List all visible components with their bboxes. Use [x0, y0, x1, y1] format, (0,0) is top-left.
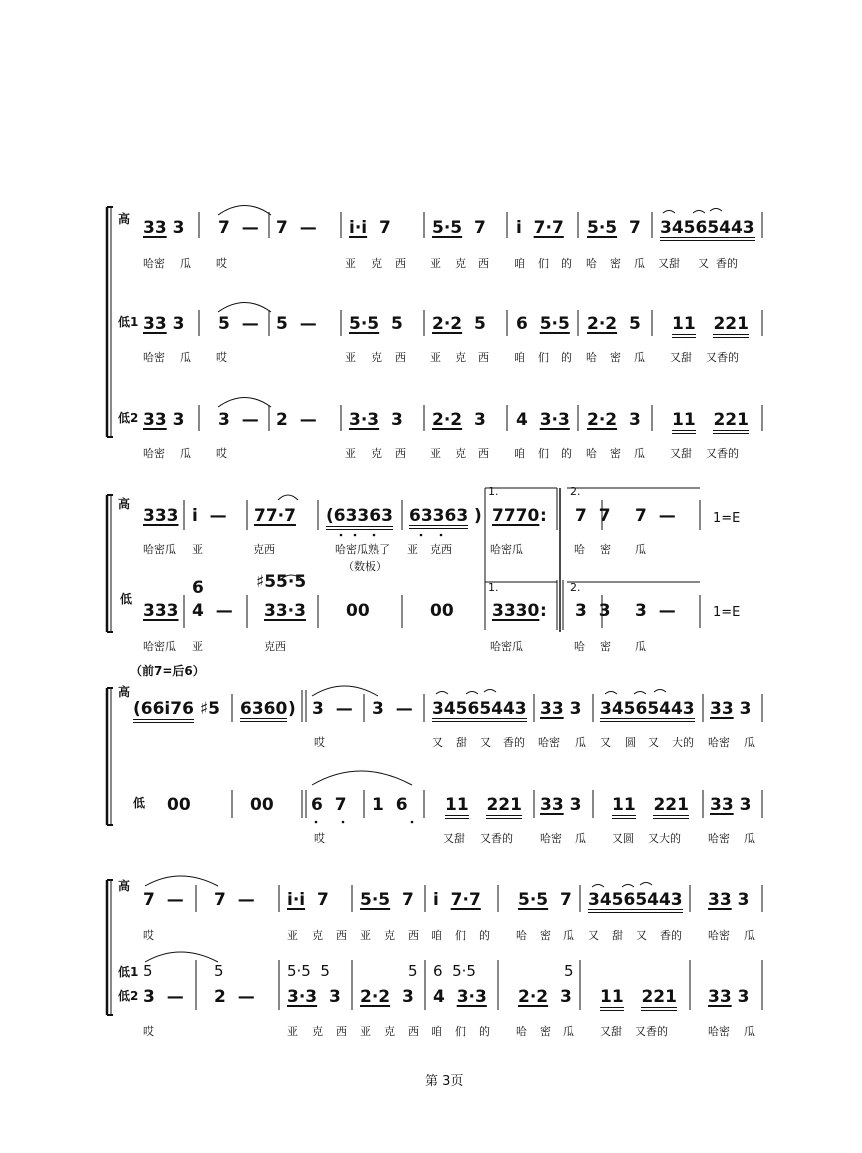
note: i·i 7 — [349, 218, 391, 238]
lyric: 又甜 — [658, 257, 680, 270]
lyric: 哎 — [216, 351, 227, 364]
note: 33 3 — [710, 699, 752, 719]
lyric: 圆 — [625, 736, 636, 749]
note: ♯55·5 — [256, 572, 307, 592]
note: 7 — — [214, 890, 255, 910]
lyric: 咱 — [431, 1025, 442, 1038]
lyric: 瓜 — [744, 736, 755, 749]
note: (66i76 ♯5 — [133, 701, 220, 718]
lyric: 亚 — [345, 447, 356, 460]
lyric: 又 — [480, 736, 491, 749]
lyric: 西 — [478, 447, 489, 460]
lyric: 哈密 — [143, 447, 165, 460]
note: 333 — [143, 506, 179, 526]
note: 3·3 3 — [349, 410, 403, 430]
note: 6 5·5 — [433, 962, 476, 980]
lyric: 的 — [479, 1025, 490, 1038]
note: 33 3 — [710, 795, 752, 815]
lyric: 亚 — [430, 257, 441, 270]
lyric: 密 — [600, 543, 611, 556]
note: i 7·7 — [516, 218, 564, 238]
lyric: 香的 — [716, 257, 738, 270]
lyric: 哈密 — [143, 351, 165, 364]
lyric: 瓜 — [563, 1025, 574, 1038]
lyric: 密 — [540, 1025, 551, 1038]
lyric: 哈密瓜 — [490, 543, 523, 556]
lyric: 瓜 — [180, 257, 191, 270]
lyric: 瓜 — [180, 447, 191, 460]
lyric: 哈 — [574, 543, 585, 556]
part-label-high: 高 — [118, 212, 131, 226]
lyric: 哈 — [586, 257, 597, 270]
lyric: 又 — [588, 929, 599, 942]
part-label-low: 低 — [120, 592, 133, 606]
lyric: 的 — [561, 351, 572, 364]
note: 11 221 — [612, 797, 689, 814]
note: 34565443 — [588, 892, 683, 913]
lyric: 克西 — [430, 543, 452, 556]
percussion-note: （数板） — [343, 560, 387, 573]
lyric: 瓜 — [575, 736, 586, 749]
lyric: 甜 — [456, 736, 467, 749]
lyric: 又大的 — [648, 832, 681, 845]
lyric: 们 — [455, 1025, 466, 1038]
lyric: 密 — [610, 257, 621, 270]
lyric: 咱 — [514, 257, 525, 270]
lyric: 瓜 — [180, 351, 191, 364]
lyric: 哈密瓜 — [490, 640, 523, 653]
note: 2·2 3 — [518, 987, 572, 1007]
lyric: 又甜 — [670, 447, 692, 460]
lyric: 又香的 — [706, 351, 739, 364]
lyric: 克 — [384, 1025, 395, 1038]
lyric: 哈密瓜熟了 — [335, 543, 390, 556]
note: 3330 — [492, 601, 540, 621]
note: 00 — [430, 601, 454, 621]
part-label-high: 高 — [118, 879, 131, 893]
note: 6 5·5 — [516, 314, 570, 334]
note: 77·7 — [254, 506, 296, 526]
note: 11 221 — [445, 797, 522, 814]
tempo-note: （前7=后6） — [130, 664, 205, 678]
note: 7 — — [218, 218, 259, 238]
lyric: 的 — [561, 447, 572, 460]
lyric: 密 — [600, 640, 611, 653]
note: 5 — [408, 962, 418, 980]
lyric: 密 — [540, 929, 551, 942]
lyric: 咱 — [514, 447, 525, 460]
lyric: 哈密 — [143, 257, 165, 270]
part-label-high: 高 — [118, 685, 131, 699]
lyric: 西 — [395, 351, 406, 364]
note: 00 — [346, 601, 370, 621]
key-signature: 1=E — [713, 605, 741, 620]
lyric: 哈密 — [538, 736, 560, 749]
lyric: 又香的 — [635, 1025, 668, 1038]
lyric: 们 — [538, 447, 549, 460]
note: 34565443 — [432, 701, 527, 722]
lyric: 哎 — [216, 257, 227, 270]
lyric: 又 — [600, 736, 611, 749]
lyric: 西 — [395, 257, 406, 270]
lyric: 亚 — [360, 929, 371, 942]
lyric: 瓜 — [744, 1025, 755, 1038]
note: 33 3 — [708, 890, 750, 910]
lyric: 西 — [478, 257, 489, 270]
volta-1: 1. — [488, 485, 499, 498]
lyric: 哈 — [586, 447, 597, 460]
note: 333 — [143, 601, 179, 621]
lyric: 们 — [455, 929, 466, 942]
lyric: 哈密瓜 — [143, 543, 176, 556]
lyric: 哈密 — [540, 832, 562, 845]
lyric: 克 — [455, 351, 466, 364]
lyric: 甜 — [612, 929, 623, 942]
note: 63363 — [409, 508, 468, 529]
lyric: 克 — [371, 351, 382, 364]
volta-1: 1. — [488, 581, 499, 594]
note: 6 7 — [311, 795, 347, 815]
note: 34565443 — [660, 220, 755, 241]
note: i·i 7 — [287, 890, 329, 910]
lyric: 哎 — [143, 929, 154, 942]
lyric: 亚 — [345, 351, 356, 364]
lyric: 咱 — [514, 351, 525, 364]
note: ) — [288, 699, 296, 719]
note: 33 3 — [540, 795, 582, 815]
lyric: 又甜 — [443, 832, 465, 845]
note: 2·2 3 — [432, 410, 486, 430]
lyric: 又 — [648, 736, 659, 749]
lyric: 瓜 — [634, 351, 645, 364]
note: 3 — — [372, 699, 413, 719]
lyric: 又 — [636, 929, 647, 942]
note: 34565443 — [600, 701, 695, 722]
repeat-sign: : — [540, 506, 547, 526]
lyric: 哈密 — [708, 1025, 730, 1038]
note: 00 — [250, 795, 274, 815]
lyric: 西 — [478, 351, 489, 364]
part-label-low1: 低1 — [118, 315, 139, 329]
lyric: 亚 — [192, 543, 203, 556]
note: 2·2 5 — [432, 314, 486, 334]
volta-2: 2. — [570, 485, 581, 498]
lyric: 哈 — [586, 351, 597, 364]
lyric: 瓜 — [634, 257, 645, 270]
lyric: 克 — [384, 929, 395, 942]
note: 7 7 — [575, 506, 611, 526]
note: 5·5 7 — [587, 218, 641, 238]
lyric: 亚 — [430, 351, 441, 364]
lyric: 哈密 — [708, 929, 730, 942]
lyric: 密 — [610, 351, 621, 364]
lyric: 亚 — [345, 257, 356, 270]
note: 3·3 3 — [287, 987, 341, 1007]
lyric: 克西 — [264, 640, 286, 653]
lyric: 克 — [455, 257, 466, 270]
note: 4 3·3 — [433, 987, 487, 1007]
note: 2·2 5 — [587, 314, 641, 334]
note: 6 — [192, 578, 204, 598]
lyric: 又香的 — [480, 832, 513, 845]
note: i 7·7 — [433, 890, 481, 910]
note: 7 — — [143, 890, 184, 910]
note: 3 — — [218, 410, 259, 430]
lyric: 西 — [336, 929, 347, 942]
note: 33 3 — [708, 987, 750, 1007]
note: ) — [474, 506, 482, 526]
note: 5 — — [218, 314, 259, 334]
lyric: 克 — [312, 929, 323, 942]
note: 5·5 5 — [287, 962, 330, 980]
lyric: 瓜 — [744, 929, 755, 942]
part-label-low2: 低2 — [118, 411, 139, 425]
lyric: 哎 — [314, 736, 325, 749]
lyric: 西 — [395, 447, 406, 460]
note: 33 3 — [143, 218, 185, 238]
lyric: 亚 — [360, 1025, 371, 1038]
lyric: 克 — [371, 447, 382, 460]
lyric: 哈密 — [708, 736, 730, 749]
lyric: 哈 — [516, 929, 527, 942]
note: 6360 — [240, 701, 287, 722]
note: 5 — [564, 962, 574, 980]
note: 00 — [167, 795, 191, 815]
lyric: 哎 — [143, 1025, 154, 1038]
lyric: 亚 — [430, 447, 441, 460]
note: 2·2 3 — [360, 987, 414, 1007]
note: 3 3 — [575, 601, 611, 621]
note: (63363 — [326, 508, 393, 525]
lyric: 瓜 — [575, 832, 586, 845]
page-number: 第 3页 — [425, 1074, 464, 1089]
lyric: 又香的 — [706, 447, 739, 460]
lyric: 瓜 — [635, 640, 646, 653]
lyric: 瓜 — [635, 543, 646, 556]
lyric: 克 — [371, 257, 382, 270]
note: i — — [192, 506, 227, 526]
note: 3 — — [635, 601, 676, 621]
lyric: 哎 — [314, 832, 325, 845]
note: 33·3 — [264, 601, 306, 621]
note: 33 3 — [143, 410, 185, 430]
repeat-sign: : — [540, 601, 547, 621]
part-label-high: 高 — [118, 497, 131, 511]
note: 2 — — [214, 987, 255, 1007]
lyric: 咱 — [431, 929, 442, 942]
lyric: 亚 — [287, 1025, 298, 1038]
lyric: 又 — [698, 257, 709, 270]
note: 5 — [214, 962, 224, 980]
lyric: 克 — [312, 1025, 323, 1038]
part-label-low1: 低1 — [118, 965, 139, 979]
lyric: 西 — [408, 1025, 419, 1038]
lyric: 香的 — [503, 736, 525, 749]
lyric: 的 — [561, 257, 572, 270]
note: 33 3 — [540, 699, 582, 719]
lyric: 又甜 — [670, 351, 692, 364]
lyric: 亚 — [192, 640, 203, 653]
lyric: 香的 — [660, 929, 682, 942]
lyric: 又甜 — [600, 1025, 622, 1038]
lyric: 亚 — [287, 929, 298, 942]
part-label-low2: 低2 — [118, 989, 139, 1003]
lyric: 克 — [455, 447, 466, 460]
lyric: 们 — [538, 257, 549, 270]
note: 4 — — [192, 601, 233, 621]
volta-2: 2. — [570, 581, 581, 594]
lyric: 又圆 — [612, 832, 634, 845]
lyric: 哈 — [574, 640, 585, 653]
note: 11 221 — [600, 989, 677, 1006]
note: 5·5 7 — [518, 890, 572, 910]
lyric: 又 — [432, 736, 443, 749]
lyric: 亚 — [407, 543, 418, 556]
lyric: 哎 — [216, 447, 227, 460]
note: 7 — — [635, 506, 676, 526]
note: 7770 — [492, 506, 540, 526]
note: 33 3 — [143, 314, 185, 334]
part-label-low: 低 — [133, 796, 146, 810]
note: 4 3·3 — [516, 410, 570, 430]
lyric: 瓜 — [563, 929, 574, 942]
lyric: 哈密瓜 — [143, 640, 176, 653]
note: 2·2 3 — [587, 410, 641, 430]
lyric: 西 — [408, 929, 419, 942]
note: 5 — [143, 962, 153, 980]
key-signature: 1=E — [713, 511, 741, 526]
lyric: 瓜 — [744, 832, 755, 845]
lyric: 大的 — [672, 736, 694, 749]
lyric: 西 — [336, 1025, 347, 1038]
note: 7 — — [276, 218, 317, 238]
note: 5 — — [276, 314, 317, 334]
note: 3 — — [143, 987, 184, 1007]
lyric: 密 — [610, 447, 621, 460]
note: 11 221 — [672, 316, 749, 333]
note: 5·5 7 — [432, 218, 486, 238]
lyric: 们 — [538, 351, 549, 364]
lyric: 的 — [479, 929, 490, 942]
lyric: 哈密 — [708, 832, 730, 845]
lyric: 哈 — [516, 1025, 527, 1038]
lyric: 克西 — [253, 543, 275, 556]
note: 5·5 5 — [349, 314, 403, 334]
lyric: 瓜 — [634, 447, 645, 460]
note: 5·5 7 — [360, 890, 414, 910]
note: 3 — — [312, 699, 353, 719]
note: 1 6 — [372, 795, 408, 815]
note: 11 221 — [672, 412, 749, 429]
note: 2 — — [276, 410, 317, 430]
